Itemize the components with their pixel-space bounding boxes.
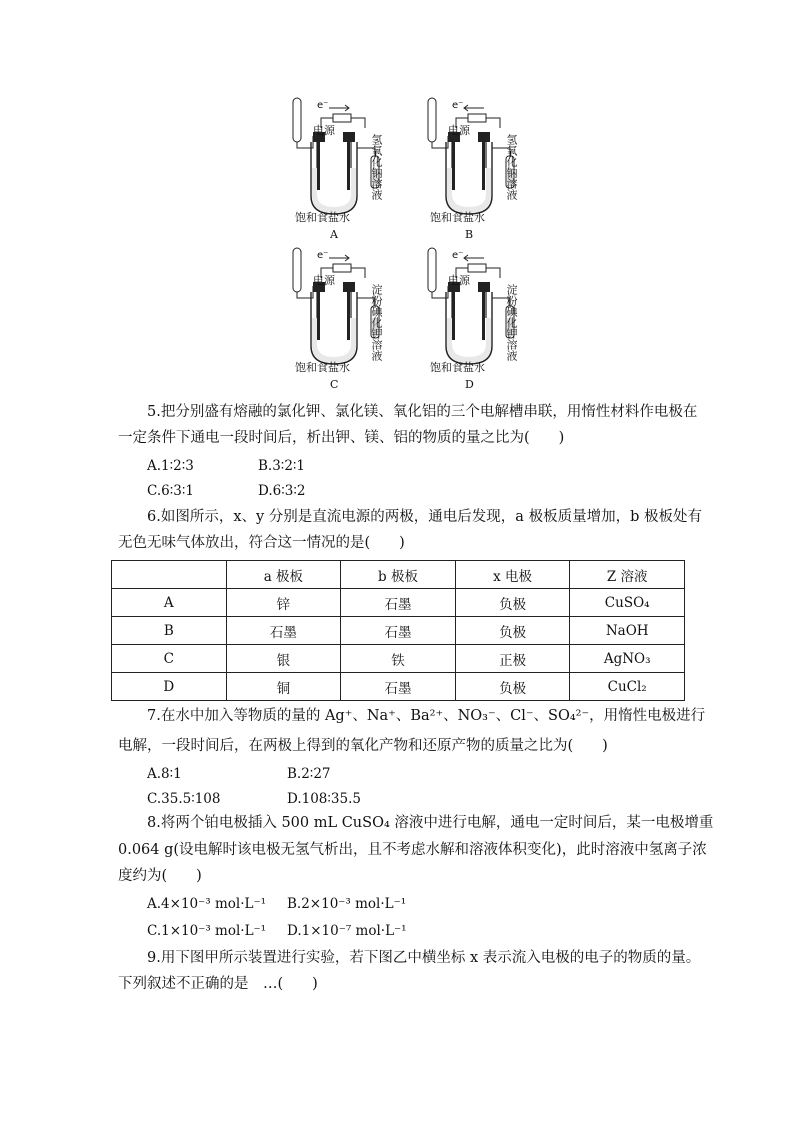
table-cell: A <box>112 589 227 617</box>
table-header-cell: a 极板 <box>226 561 341 589</box>
q8-stem-line3: 度约为( ) <box>118 868 202 884</box>
q6-stem-line1: 6.如图所示，x、y 分别是直流电源的两极，通电后发现，a 极板质量增加，b 极板处有 <box>147 509 702 525</box>
table-header-row <box>112 561 685 589</box>
apparatus-figure-d <box>418 246 568 406</box>
power-source-label: 电源 <box>313 124 335 137</box>
q8-option-d[interactable]: D.1×10⁻⁷ mol·L⁻¹ <box>287 923 407 939</box>
q7-option-a[interactable]: A.8∶1 <box>147 766 182 782</box>
q7-stem-line2: 电解，一段时间后，在两极上得到的氧化产物和还原产物的质量之比为( ) <box>118 738 608 754</box>
apparatus-figure-c <box>283 246 433 406</box>
table-cell: 铜 <box>226 673 341 701</box>
figure-letter: C <box>330 378 339 391</box>
electrolysis-apparatus-drawing <box>283 246 433 376</box>
q9-stem-line2: 下列叙述不正确的是 …( ) <box>118 976 318 992</box>
q5-option-a[interactable]: A.1∶2∶3 <box>147 458 194 474</box>
q7-option-c[interactable]: C.35.5∶108 <box>147 791 221 807</box>
power-source-label: 电源 <box>313 274 335 287</box>
electron-label: e⁻ <box>317 100 329 111</box>
electrolysis-apparatus-drawing <box>418 246 568 376</box>
q5-stem-line1: 5.把分别盛有熔融的氯化钾、氯化镁、氧化铝的三个电解槽串联，用惰性材料作电极在 <box>147 404 698 420</box>
table-cell: D <box>112 673 227 701</box>
table-row[interactable] <box>112 617 685 645</box>
table-header-cell <box>112 561 227 589</box>
table-row[interactable] <box>112 645 685 673</box>
q5-option-b[interactable]: B.3∶2∶1 <box>258 458 306 474</box>
table-cell: 正极 <box>455 645 570 673</box>
table-cell: 银 <box>226 645 341 673</box>
q7-option-d[interactable]: D.108∶35.5 <box>287 791 361 807</box>
apparatus-figure-b <box>418 96 568 256</box>
electron-label: e⁻ <box>452 100 464 111</box>
figure-letter: D <box>465 378 474 391</box>
q8-option-b[interactable]: B.2×10⁻³ mol·L⁻¹ <box>287 896 407 912</box>
q8-stem-line2: 0.064 g(设电解时该电极无氢气析出，且不考虑水解和溶液体积变化)，此时溶液中氢离子浓 <box>118 842 707 858</box>
power-source-label: 电源 <box>448 124 470 137</box>
q9-stem-line1: 9.用下图甲所示装置进行实验，若下图乙中横坐标 x 表示流入电极的电子的物质的量。 <box>147 950 701 966</box>
q5-stem-line2: 一定条件下通电一段时间后，析出钾、镁、铝的物质的量之比为( ) <box>118 430 565 446</box>
q7-stem-line1: 7.在水中加入等物质的量的 Ag⁺、Na⁺、Ba²⁺、NO₃⁻、Cl⁻、SO₄²⁻，用惰性电极进行 <box>147 708 706 724</box>
q7-option-b[interactable]: B.2∶27 <box>287 766 331 782</box>
electron-label: e⁻ <box>452 250 464 261</box>
table-cell: 负极 <box>455 673 570 701</box>
q5-option-c[interactable]: C.6∶3∶1 <box>147 483 194 499</box>
table-row[interactable] <box>112 589 685 617</box>
table-header-cell: Z 溶液 <box>570 561 685 589</box>
table-cell: 石墨 <box>341 617 456 645</box>
q6-options-table <box>111 560 685 701</box>
table-header-cell: b 极板 <box>341 561 456 589</box>
table-cell: CuSO₄ <box>570 589 685 617</box>
brine-label: 饱和食盐水 <box>430 211 485 224</box>
table-cell: 负极 <box>455 589 570 617</box>
table-cell: B <box>112 617 227 645</box>
table-cell: AgNO₃ <box>570 645 685 673</box>
side-solution-label: 氢氧化钠溶液 <box>370 134 383 200</box>
brine-label: 饱和食盐水 <box>295 361 350 374</box>
side-solution-label: 淀粉碘化钾溶液 <box>505 284 518 361</box>
table-cell: CuCl₂ <box>570 673 685 701</box>
brine-label: 饱和食盐水 <box>295 211 350 224</box>
table-cell: 石墨 <box>226 617 341 645</box>
electron-label: e⁻ <box>317 250 329 261</box>
table-cell: C <box>112 645 227 673</box>
q8-option-a[interactable]: A.4×10⁻³ mol·L⁻¹ <box>147 896 266 912</box>
brine-label: 饱和食盐水 <box>430 361 485 374</box>
q8-option-c[interactable]: C.1×10⁻³ mol·L⁻¹ <box>147 923 267 939</box>
table-cell: 石墨 <box>341 673 456 701</box>
side-solution-label: 淀粉碘化钾溶液 <box>370 284 383 361</box>
table-cell: NaOH <box>570 617 685 645</box>
figure-letter: B <box>465 228 474 241</box>
q6-stem-line2: 无色无味气体放出，符合这一情况的是( ) <box>118 535 405 551</box>
table-cell: 负极 <box>455 617 570 645</box>
q8-stem-line1: 8.将两个铂电极插入 500 mL CuSO₄ 溶液中进行电解，通电一定时间后，某一电极增重 <box>147 815 714 831</box>
electrolysis-apparatus-drawing <box>418 96 568 226</box>
table-cell: 锌 <box>226 589 341 617</box>
figure-letter: A <box>330 228 338 241</box>
table-cell: 石墨 <box>341 589 456 617</box>
table-row[interactable] <box>112 673 685 701</box>
q5-option-d[interactable]: D.6∶3∶2 <box>258 483 306 499</box>
electrolysis-apparatus-drawing <box>283 96 433 226</box>
table-header-cell: x 电极 <box>455 561 570 589</box>
side-solution-label: 氢氧化钠溶液 <box>505 134 518 200</box>
table-cell: 铁 <box>341 645 456 673</box>
power-source-label: 电源 <box>448 274 470 287</box>
apparatus-figure-a <box>283 96 433 256</box>
